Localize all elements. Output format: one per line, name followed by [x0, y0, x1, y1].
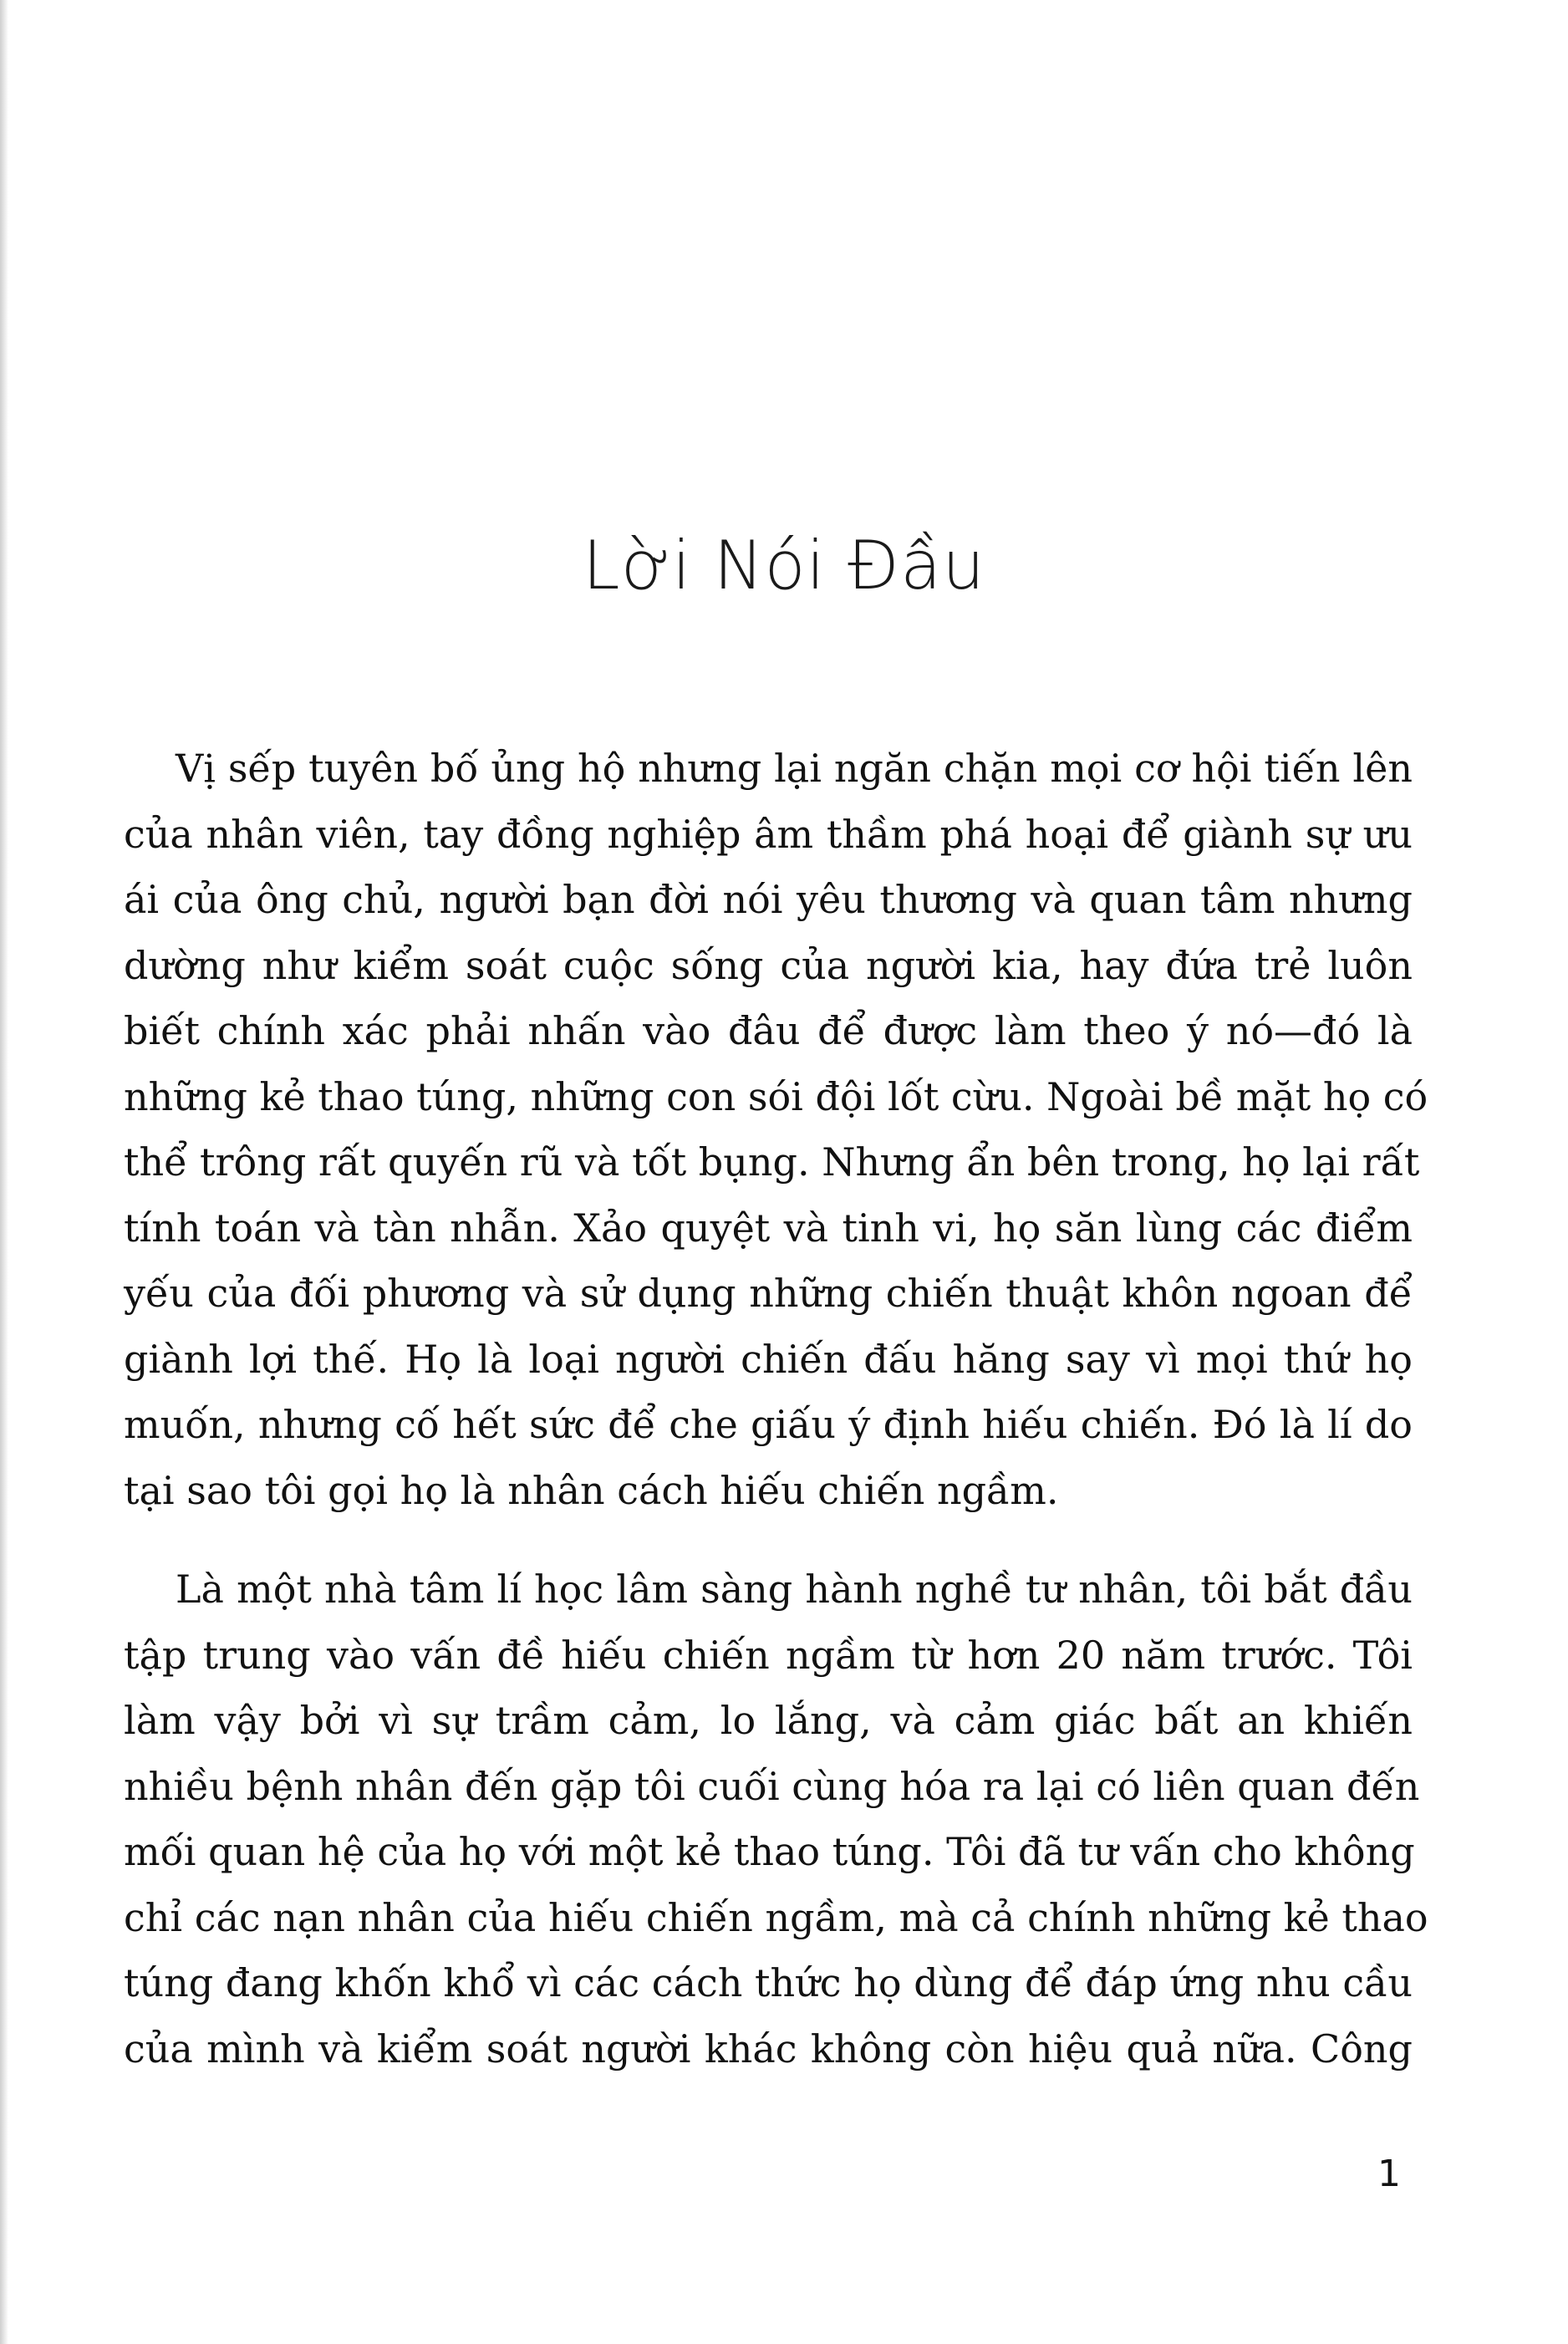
text-line: tính toán và tàn nhẫn. Xảo quyệt và tinh vi, họ săn lùng các điểm — [124, 1205, 1413, 1251]
text-line: muốn, nhưng cố hết sức để che giấu ý định hiếu chiến. Đó là lí do — [124, 1402, 1413, 1447]
text-line: của nhân viên, tay đồng nghiệp âm thầm phá hoại để giành sự ưu — [124, 811, 1413, 857]
text-line: Vị sếp tuyên bố ủng hộ nhưng lại ngăn chặn mọi cơ hội tiến lên — [176, 746, 1413, 791]
text-line: giành lợi thế. Họ là loại người chiến đấu hăng say vì mọi thứ họ — [124, 1336, 1413, 1382]
text-line: tại sao tôi gọi họ là nhân cách hiếu chiến ngầm. — [124, 1467, 1059, 1513]
text-line: biết chính xác phải nhấn vào đâu để được làm theo ý nó—đó là — [124, 1008, 1413, 1053]
text-line: thể trông rất quyến rũ và tốt bụng. Nhưng ẩn bên trong, họ lại rất — [124, 1139, 1420, 1185]
text-line: yếu của đối phương và sử dụng những chiến thuật khôn ngoan để — [124, 1271, 1413, 1316]
body-text — [124, 736, 1428, 2082]
chapter-title: Lời Nói Đầu — [583, 527, 985, 604]
text-line: những kẻ thao túng, những con sói đội lốt cừu. Ngoài bề mặt họ có — [124, 1073, 1428, 1119]
text-line: chỉ các nạn nhân của hiếu chiến ngầm, mà cả chính những kẻ thao — [124, 1894, 1428, 1940]
paragraph-gap — [124, 1523, 1413, 1557]
text-line: ái của ông chủ, người bạn đời nói yêu thương và quan tâm nhưng — [124, 877, 1413, 922]
paragraph-1 — [124, 736, 1428, 1523]
text-line: dường như kiểm soát cuộc sống của người kia, hay đứa trẻ luôn — [124, 942, 1413, 988]
text-line: làm vậy bởi vì sự trầm cảm, lo lắng, và cảm giác bất an khiến — [124, 1698, 1413, 1743]
text-line: của mình và kiểm soát người khác không còn hiệu quả nữa. Công — [124, 2026, 1413, 2071]
text-line: túng đang khốn khổ vì các cách thức họ dùng để đáp ứng nhu cầu — [124, 1960, 1413, 2005]
page-number: 1 — [1377, 2153, 1401, 2195]
text-line: mối quan hệ của họ với một kẻ thao túng. Tôi đã tư vấn cho không — [124, 1829, 1415, 1874]
paragraph-2 — [124, 1557, 1428, 2082]
page-edge-shadow — [0, 0, 8, 2344]
text-line: Là một nhà tâm lí học lâm sàng hành nghề tư nhân, tôi bắt đầu — [176, 1567, 1413, 1612]
text-line: tập trung vào vấn đề hiếu chiến ngầm từ hơn 20 năm trước. Tôi — [124, 1632, 1413, 1678]
text-line: nhiều bệnh nhân đến gặp tôi cuối cùng hóa ra lại có liên quan đến — [124, 1763, 1420, 1809]
